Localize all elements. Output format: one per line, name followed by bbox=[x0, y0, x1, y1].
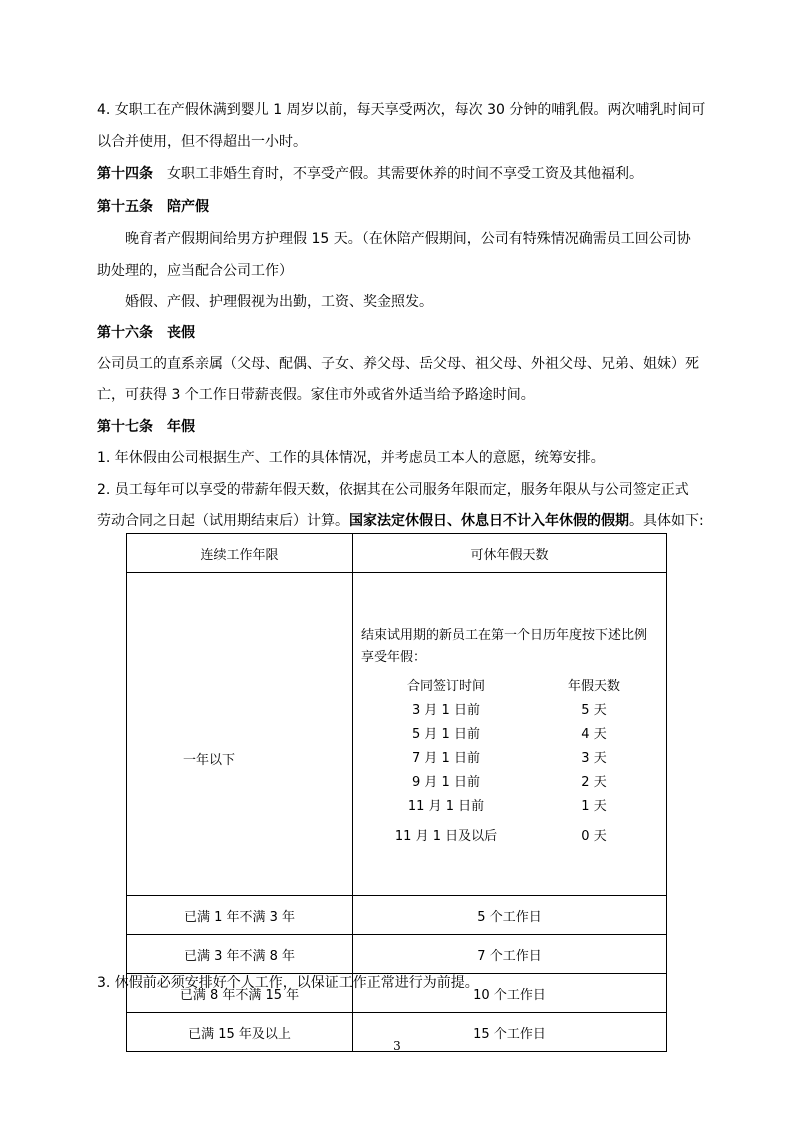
sub-header-row bbox=[361, 675, 658, 699]
paragraph-line: 1. 年休假由公司根据生产、工作的具体情况，并考虑员工本人的意愿，统筹安排。 bbox=[97, 450, 605, 466]
sub-header-date: 合同签订时间 bbox=[406, 679, 485, 694]
sub-row bbox=[361, 825, 658, 849]
cell-days: 5 个工作日 bbox=[353, 896, 667, 935]
cell-days bbox=[353, 573, 667, 896]
sub-date: 9 月 1 日前 bbox=[412, 775, 480, 790]
sub-row bbox=[361, 723, 658, 747]
table-row bbox=[127, 896, 667, 935]
sub-date: 11 月 1 日前 bbox=[407, 799, 485, 814]
cell-days: 10 个工作日 bbox=[353, 974, 667, 1013]
sub-days: 5 天 bbox=[581, 703, 607, 718]
header-days: 可休年假天数 bbox=[353, 534, 667, 573]
paragraph-line: 4. 女职工在产假休满到婴儿 1 周岁以前，每天享受两次，每次 30 分钟的哺乳假。两次哺乳时间可 bbox=[97, 102, 706, 118]
cell-years: 一年以下 bbox=[127, 573, 353, 896]
paragraph-line: 亡，可获得 3 个工作日带薪丧假。家住市外或省外适当给予路途时间。 bbox=[97, 387, 535, 403]
sub-date: 3 月 1 日前 bbox=[412, 703, 480, 718]
sub-row bbox=[361, 699, 658, 723]
paragraph-line: 3. 休假前必须安排好个人工作，以保证工作正常进行为前提。 bbox=[97, 975, 479, 991]
text-segment: 劳动合同之日起（试用期结束后）计算。 bbox=[97, 513, 349, 529]
paragraph-line bbox=[97, 511, 704, 531]
sub-table bbox=[361, 675, 658, 849]
emphasis-text: 国家法定休假日、休息日不计入年休假的假期 bbox=[349, 513, 629, 529]
sub-days: 2 天 bbox=[581, 775, 607, 790]
sub-row bbox=[361, 771, 658, 795]
sub-row bbox=[361, 747, 658, 771]
article-heading: 第十五条 陪产假 bbox=[97, 199, 209, 215]
page-number: 3 bbox=[393, 1039, 401, 1053]
sub-days: 1 天 bbox=[581, 799, 607, 814]
sub-header-days: 年假天数 bbox=[567, 679, 620, 694]
sub-days: 4 天 bbox=[581, 727, 607, 742]
table-row bbox=[127, 573, 667, 896]
cell-years: 已满 15 年及以上 bbox=[127, 1013, 353, 1052]
sub-date: 11 月 1 日及以后 bbox=[394, 829, 498, 844]
table-header-row bbox=[127, 534, 667, 573]
cell-years: 已满 1 年不满 3 年 bbox=[127, 896, 353, 935]
paragraph-line: 助处理的，应当配合公司工作） bbox=[97, 263, 293, 279]
table-row bbox=[127, 935, 667, 974]
sub-days: 0 天 bbox=[581, 829, 607, 844]
sub-date: 5 月 1 日前 bbox=[412, 727, 480, 742]
header-years: 连续工作年限 bbox=[127, 534, 353, 573]
cell-days: 7 个工作日 bbox=[353, 935, 667, 974]
sub-row bbox=[361, 795, 658, 819]
sub-days: 3 天 bbox=[581, 751, 607, 766]
paragraph-line: 以合并使用，但不得超出一小时。 bbox=[97, 134, 307, 150]
cell-years: 已满 8 年不满 15 年 bbox=[127, 974, 353, 1013]
paragraph-line: 公司员工的直系亲属（父母、配偶、子女、养父母、岳父母、祖父母、外祖父母、兄弟、姐妹）死 bbox=[97, 356, 699, 372]
article-heading: 第十七条 年假 bbox=[97, 419, 195, 435]
article-heading: 第十六条 丧假 bbox=[97, 325, 195, 341]
cell-days: 15 个工作日 bbox=[353, 1013, 667, 1052]
paragraph-line: 婚假、产假、护理假视为出勤，工资、奖金照发。 bbox=[125, 294, 433, 310]
paragraph-line: 2. 员工每年可以享受的带薪年假天数，依据其在公司服务年限而定，服务年限从与公司签定正式 bbox=[97, 482, 689, 498]
sub-date: 7 月 1 日前 bbox=[412, 751, 480, 766]
cell-years: 已满 3 年不满 8 年 bbox=[127, 935, 353, 974]
article-14 bbox=[97, 164, 643, 184]
paragraph-line: 晚育者产假期间给男方护理假 15 天。（在休陪产假期间，公司有特殊情况确需员工回公司协 bbox=[125, 231, 691, 247]
first-year-intro: 结束试用期的新员工在第一个日历年度按下述比例享受年假： bbox=[361, 628, 648, 665]
article-text: 女职工非婚生育时，不享受产假。其需要休养的时间不享受工资及其他福利。 bbox=[167, 166, 643, 182]
text-segment: 。具体如下: bbox=[629, 513, 704, 529]
article-heading: 第十四条 bbox=[97, 166, 153, 182]
